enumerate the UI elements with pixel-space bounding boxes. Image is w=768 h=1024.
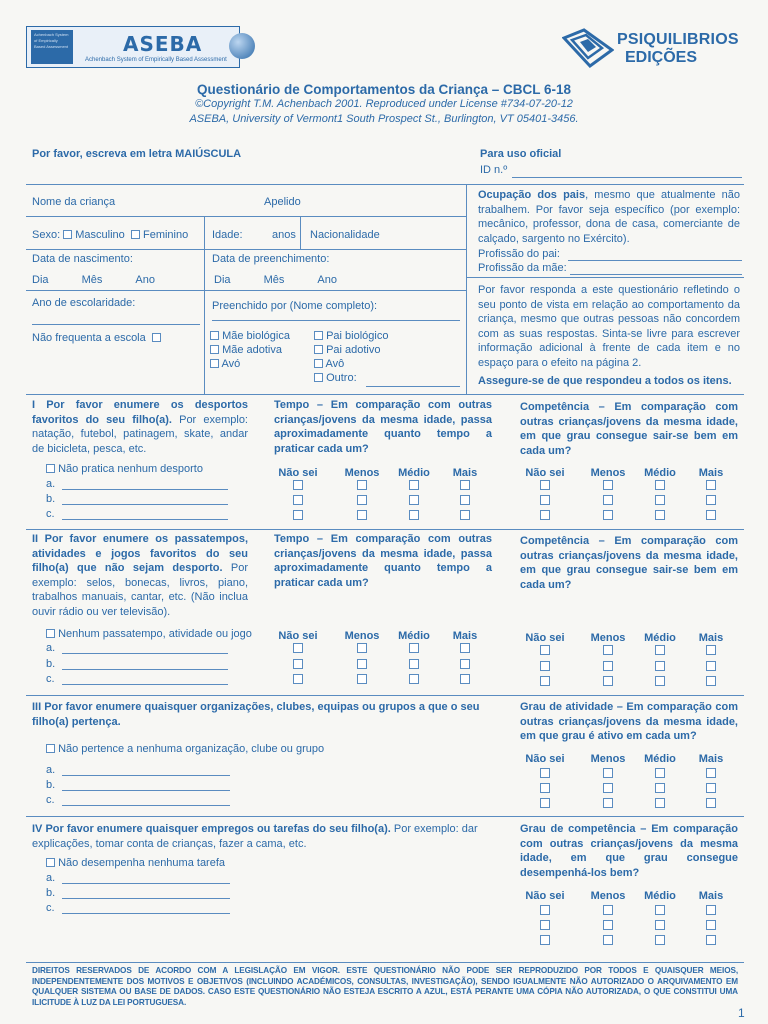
checkbox[interactable] <box>46 744 55 753</box>
rating-checkbox-s3-act[interactable] <box>603 768 613 778</box>
page-number: 1 <box>738 1006 745 1020</box>
section-3-activity-question: Grau de atividade – Em comparação com outras crianças/jovens da mesma idade, em que grau é ativo em cada um? <box>520 701 738 742</box>
item-label-section-3: a. <box>46 764 56 776</box>
section-4-competence-question: Grau de competência – Em comparação com outras crianças/jovens da mesma idade, em que grau consegue desempenhá-los bem? <box>520 823 738 879</box>
surname-label: Apelido <box>264 196 301 208</box>
male-checkbox[interactable] <box>63 230 72 239</box>
form-row-divider <box>466 277 744 278</box>
rating-checkbox-s1-comp[interactable] <box>540 480 550 490</box>
option-outro[interactable] <box>314 371 388 385</box>
rating-checkbox-s4-comp[interactable] <box>603 905 613 915</box>
male-label: Masculino <box>75 229 125 241</box>
section-1-question <box>32 398 248 456</box>
mother-job-field[interactable] <box>570 274 742 275</box>
rating-checkbox-s1-comp[interactable] <box>603 480 613 490</box>
female-label: Feminino <box>142 229 189 241</box>
item-label-section-4: a. <box>46 872 56 884</box>
uppercase-instruction: Por favor, escreva em letra MAIÚSCULA <box>32 148 242 160</box>
column-header-s3-act: Menos <box>590 753 626 765</box>
age-label: Idade: <box>212 229 243 241</box>
rating-checkbox-s2-time[interactable] <box>357 674 367 684</box>
column-header-s2-comp: Médio <box>644 632 676 644</box>
section-4-question <box>32 822 492 851</box>
form-bottom-border <box>26 394 744 395</box>
month-label: Mês <box>81 274 103 286</box>
column-header-s3-act: Não sei <box>525 753 565 765</box>
rating-checkbox-s2-comp[interactable] <box>706 676 716 686</box>
rating-checkbox-s3-act[interactable] <box>540 798 550 808</box>
rating-checkbox-s2-time[interactable] <box>293 643 303 653</box>
column-header-s4-comp: Menos <box>590 890 626 902</box>
sex-field <box>32 229 188 241</box>
rating-checkbox-s1-comp[interactable] <box>655 510 665 520</box>
rating-checkbox-s2-comp[interactable] <box>655 661 665 671</box>
checkbox[interactable] <box>314 345 323 354</box>
rating-checkbox-s1-comp[interactable] <box>540 510 550 520</box>
psiquilibrios-line2: EDIÇÕES <box>625 49 698 66</box>
rating-checkbox-s2-time[interactable] <box>460 674 470 684</box>
rating-checkbox-s3-act[interactable] <box>603 798 613 808</box>
column-header-s3-act: Médio <box>644 753 676 765</box>
column-header-s1-time: Médio <box>398 467 430 479</box>
column-header-s2-time: Mais <box>452 630 478 642</box>
item-label-section-2: a. <box>46 642 56 654</box>
filled-by-label: Preenchido por (Nome completo): <box>212 300 378 312</box>
rating-checkbox-s1-comp[interactable] <box>603 510 613 520</box>
checkbox[interactable] <box>46 464 55 473</box>
section-2-time-question: Tempo – Em comparação com outras crianças/jovens da mesma idade, passa aproximadamente quanto tempo a praticar cada um? <box>274 533 492 589</box>
section-1-examples: Por exemplo: natação, futebol, patinagem, skate, andar de bicicleta, pesca, etc. <box>32 413 248 455</box>
section-4-examples: Por exemplo: dar explicações, tomar conta de crianças, fazer a cama, etc. <box>32 823 478 850</box>
years-label: anos <box>272 229 296 241</box>
parents-occupation-heading: Ocupação dos pais <box>478 189 586 201</box>
section-divider <box>26 695 744 696</box>
none-label: Não pratica nenhum desporto <box>58 463 203 475</box>
rating-checkbox-s2-time[interactable] <box>460 643 470 653</box>
checkbox[interactable] <box>46 629 55 638</box>
rating-checkbox-s2-comp[interactable] <box>603 661 613 671</box>
rating-checkbox-s3-act[interactable] <box>655 768 665 778</box>
aseba-logo-word: ASEBA <box>123 32 203 56</box>
item-label-section-4: b. <box>46 887 56 899</box>
column-header-s2-time: Médio <box>398 630 430 642</box>
column-header-s4-comp: Mais <box>698 890 724 902</box>
section-2-question <box>32 532 248 619</box>
rating-checkbox-s3-act[interactable] <box>603 783 613 793</box>
item-field-section-4[interactable] <box>62 898 230 899</box>
section-1-time-question: Tempo – Em comparação com outras crianças/jovens da mesma idade, passa aproximadamente quanto tempo a praticar cada um? <box>274 399 492 455</box>
rating-checkbox-s2-comp[interactable] <box>540 645 550 655</box>
rating-checkbox-s1-comp[interactable] <box>706 480 716 490</box>
item-field-section-1[interactable] <box>62 504 228 505</box>
nationality-label: Nacionalidade <box>310 229 380 241</box>
column-header-s4-comp: Médio <box>644 890 676 902</box>
form-row-divider <box>26 290 466 291</box>
form-column-divider <box>466 184 467 394</box>
mother-job-label: Profissão da mãe: <box>478 262 567 274</box>
column-header-s2-comp: Mais <box>698 632 724 644</box>
rating-checkbox-s2-time[interactable] <box>460 659 470 669</box>
aseba-logo-subtitle: Achenbach System of Empirically Based Assessment <box>85 57 227 63</box>
rating-checkbox-s2-time[interactable] <box>409 643 419 653</box>
section-2-competence-question: Competência – Em comparação com outras crianças/jovens da mesma idade, em que grau consegue sair-se bem em cada um? <box>520 535 738 591</box>
rating-checkbox-s4-comp[interactable] <box>603 935 613 945</box>
column-header-s1-time: Menos <box>344 467 380 479</box>
item-field-section-3[interactable] <box>62 805 230 806</box>
checkbox[interactable] <box>210 331 219 340</box>
day-label: Dia <box>32 274 49 286</box>
form-row-divider <box>26 249 466 250</box>
parents-occupation-text <box>478 188 740 246</box>
rating-checkbox-s3-act[interactable] <box>540 783 550 793</box>
option-label: Mãe adotiva <box>222 344 282 356</box>
item-field-section-4[interactable] <box>62 883 230 884</box>
item-label-section-1: b. <box>46 493 56 505</box>
column-header-s2-comp: Menos <box>590 632 626 644</box>
aseba-logo-badge: Achenbach System of Empirically Based Assessment <box>31 30 73 64</box>
rating-checkbox-s2-comp[interactable] <box>655 645 665 655</box>
school-year-label: Ano de escolaridade: <box>32 297 136 309</box>
rating-checkbox-s2-time[interactable] <box>293 674 303 684</box>
filled-by-options-right <box>314 329 388 385</box>
column-header-s4-comp: Não sei <box>525 890 565 902</box>
rating-checkbox-s2-comp[interactable] <box>540 676 550 686</box>
checkbox[interactable] <box>210 345 219 354</box>
rating-checkbox-s3-act[interactable] <box>655 798 665 808</box>
section-2-examples: Por exemplo: selos, bonecas, livros, piano, trabalhos manuais, cantar, etc. (Não inclua ouvir rádio ou ver televisão). <box>32 562 248 618</box>
address-line: ASEBA, University of Vermont1 South Prospect St., Burlington, VT 05401-3456. <box>189 113 579 125</box>
option-avo-f[interactable] <box>210 357 290 371</box>
form-inner-divider <box>204 216 205 394</box>
column-header-s2-comp: Não sei <box>525 632 565 644</box>
rating-checkbox-s3-act[interactable] <box>540 768 550 778</box>
rating-checkbox-s2-comp[interactable] <box>655 676 665 686</box>
fill-date-label: Data de preenchimento: <box>212 253 330 265</box>
column-header-s2-time: Menos <box>344 630 380 642</box>
column-header-s3-act: Mais <box>698 753 724 765</box>
rating-checkbox-s3-act[interactable] <box>706 783 716 793</box>
birth-date-label: Data de nascimento: <box>32 253 133 265</box>
female-checkbox[interactable] <box>131 230 140 239</box>
reflect-instruction: Por favor responda a este questionário refletindo o seu ponto de vista em relação ao comportamento da criança, mesmo que outras pessoas não concordem com as suas respostas. Sinta-se livre para escrever informação adicional à frente de cada item e no espaço para o efeito na página 2. <box>478 284 740 369</box>
no-school-checkbox[interactable] <box>152 333 161 342</box>
copyright-notice: DIREITOS RESERVADOS DE ACORDO COM A LEGISLAÇÃO EM VIGOR. ESTE QUESTIONÁRIO NÃO PODE SER REPRODUZIDO POR TODOS E QUAISQUER MEIOS, INDEPENDENTEMENTE DOS MOTIVOS E OBJETIVOS (INCLUINDO ACADÉMICOS, CONSULTAS, INVESTIGAÇÃO), SENDO IGUALMENTE NÃO AUTORIZADO O ARQUIVAMENTO EM QUALQUER SISTEMA OU BASE DE DADOS. CASO ESTE QUESTIONÁRIO NÃO ESTEJA ESCRITO A AZUL, ESTÁ PERANTE UMA CÓPIA NÃO AUTORIZADA, O QUE CONSTITUI UMA ILICITUDE À LUZ DA LEI PORTUGUESA. <box>32 966 738 1007</box>
form-top-border <box>26 184 744 185</box>
column-header-s2-time: Não sei <box>278 630 318 642</box>
checkbox[interactable] <box>314 359 323 368</box>
rating-checkbox-s1-time[interactable] <box>293 495 303 505</box>
rating-checkbox-s1-comp[interactable] <box>603 495 613 505</box>
rating-checkbox-s2-comp[interactable] <box>706 661 716 671</box>
form-inner-divider <box>300 216 301 249</box>
rating-checkbox-s3-act[interactable] <box>706 798 716 808</box>
column-header-s1-time: Não sei <box>278 467 318 479</box>
item-field-section-2[interactable] <box>62 684 228 685</box>
rating-checkbox-s1-time[interactable] <box>293 480 303 490</box>
globe-icon <box>229 33 255 59</box>
section-3-question: III Por favor enumere quaisquer organizações, clubes, equipas ou grupos a que o seu filho(a) pertença. <box>32 701 480 728</box>
school-year-field[interactable] <box>32 324 200 325</box>
psiquilibrios-mark-icon <box>562 28 614 68</box>
item-label-section-1: a. <box>46 478 56 490</box>
item-field-section-2[interactable] <box>62 653 228 654</box>
no-school-option <box>32 332 161 344</box>
section-1-competence-question: Competência – Em comparação com outras crianças/jovens da mesma idade, em que grau consegue sair-se bem em cada um? <box>520 401 738 457</box>
father-job-label: Profissão do pai: <box>478 248 560 260</box>
column-header-s1-time: Mais <box>452 467 478 479</box>
id-label: ID n.º <box>480 164 508 176</box>
item-field-section-1[interactable] <box>62 519 228 520</box>
item-field-section-4[interactable] <box>62 913 230 914</box>
rating-checkbox-s1-time[interactable] <box>409 510 419 520</box>
father-job-field[interactable] <box>568 260 742 261</box>
option-label: Pai biológico <box>326 330 389 342</box>
rating-checkbox-s1-comp[interactable] <box>655 480 665 490</box>
rating-checkbox-s2-comp[interactable] <box>603 676 613 686</box>
none-label: Não pertence a nenhuma organização, clube ou grupo <box>58 743 325 755</box>
option-label: Outro: <box>326 372 357 384</box>
option-pai-biologico[interactable] <box>314 329 388 343</box>
option-pai-adotivo[interactable] <box>314 343 388 357</box>
rating-checkbox-s4-comp[interactable] <box>540 920 550 930</box>
section-2-heading: II Por favor enumere os passatempos, atividades e jogos favoritos do seu filho(a) que não sejam desporto. <box>32 533 248 574</box>
rating-checkbox-s1-time[interactable] <box>460 510 470 520</box>
rating-checkbox-s4-comp[interactable] <box>706 920 716 930</box>
section-1-none-option[interactable] <box>46 463 203 475</box>
checkbox[interactable] <box>46 858 55 867</box>
checkbox[interactable] <box>210 359 219 368</box>
rating-checkbox-s4-comp[interactable] <box>655 935 665 945</box>
rating-checkbox-s2-comp[interactable] <box>603 645 613 655</box>
rating-checkbox-s2-time[interactable] <box>293 659 303 669</box>
item-field-section-3[interactable] <box>62 790 230 791</box>
psiquilibrios-logo <box>562 28 742 72</box>
child-name-label: Nome da criança <box>32 196 116 208</box>
item-label-section-3: c. <box>46 794 55 806</box>
section-2-none-option[interactable] <box>46 628 252 640</box>
item-label-section-1: c. <box>46 508 55 520</box>
year-label: Ano <box>317 274 337 286</box>
rating-checkbox-s2-time[interactable] <box>409 659 419 669</box>
rating-checkbox-s4-comp[interactable] <box>655 920 665 930</box>
rating-checkbox-s1-time[interactable] <box>293 510 303 520</box>
section-4-heading: IV Por favor enumere quaisquer empregos ou tarefas do seu filho(a). <box>32 823 391 835</box>
rating-checkbox-s2-time[interactable] <box>409 674 419 684</box>
month-label: Mês <box>263 274 285 286</box>
option-avo-m[interactable] <box>314 357 388 371</box>
none-label: Nenhum passatempo, atividade ou jogo <box>58 628 252 640</box>
rating-checkbox-s4-comp[interactable] <box>540 905 550 915</box>
checkbox[interactable] <box>314 331 323 340</box>
rating-checkbox-s2-comp[interactable] <box>540 661 550 671</box>
rating-checkbox-s1-time[interactable] <box>357 495 367 505</box>
option-label: Avó <box>221 358 241 370</box>
section-divider <box>26 529 744 530</box>
rating-checkbox-s1-time[interactable] <box>357 480 367 490</box>
other-field[interactable] <box>366 386 460 387</box>
option-mae-adotiva[interactable] <box>210 343 290 357</box>
option-label: Avô <box>325 358 345 370</box>
rating-checkbox-s1-time[interactable] <box>409 480 419 490</box>
day-label: Dia <box>214 274 231 286</box>
rating-checkbox-s2-time[interactable] <box>357 643 367 653</box>
psiquilibrios-line1: PSIQUILIBRIOS <box>617 31 739 48</box>
none-label: Não desempenha nenhuma tarefa <box>58 857 226 869</box>
form-row-divider <box>26 216 466 217</box>
rating-checkbox-s4-comp[interactable] <box>540 935 550 945</box>
item-label-section-4: c. <box>46 902 55 914</box>
id-field[interactable] <box>512 177 742 178</box>
sex-label: Sexo: <box>32 229 61 241</box>
section-divider <box>26 816 744 817</box>
rating-checkbox-s4-comp[interactable] <box>706 905 716 915</box>
section-4-none-option[interactable] <box>46 857 225 869</box>
section-1-heading: I Por favor enumere os desportos favoritos do seu filho(a). <box>32 399 248 426</box>
rating-checkbox-s4-comp[interactable] <box>706 935 716 945</box>
section-3-none-option[interactable] <box>46 743 324 755</box>
rating-checkbox-s4-comp[interactable] <box>603 920 613 930</box>
rating-checkbox-s2-comp[interactable] <box>706 645 716 655</box>
column-header-s1-comp: Mais <box>698 467 724 479</box>
option-mae-biologica[interactable] <box>210 329 290 343</box>
rating-checkbox-s1-time[interactable] <box>460 480 470 490</box>
birth-date-fields[interactable] <box>32 274 155 286</box>
ensure-instruction: Assegure-se de que respondeu a todos os itens. <box>478 375 732 387</box>
item-label-section-2: b. <box>46 658 56 670</box>
parents-occupation-body: , mesmo que atualmente não trabalhem. Por favor seja específico (por exemplo: mecânico, professor, dona de casa, comerciante de calçado, sargento no Exército). <box>478 189 740 245</box>
copyright-line: ©Copyright T.M. Achenbach 2001. Reproduced under License #734-07-20-12 <box>195 98 573 110</box>
item-label-section-2: c. <box>46 673 55 685</box>
rating-checkbox-s1-time[interactable] <box>460 495 470 505</box>
option-label: Mãe biológica <box>222 330 290 342</box>
filled-by-field[interactable] <box>212 320 460 321</box>
no-school-label: Não frequenta a escola <box>32 332 146 344</box>
filled-by-options-left <box>210 329 290 371</box>
rating-checkbox-s1-comp[interactable] <box>706 510 716 520</box>
rating-checkbox-s3-act[interactable] <box>655 783 665 793</box>
column-header-s1-comp: Menos <box>590 467 626 479</box>
rating-checkbox-s1-comp[interactable] <box>655 495 665 505</box>
option-label: Pai adotivo <box>326 344 381 356</box>
column-header-s1-comp: Não sei <box>525 467 565 479</box>
aseba-logo <box>26 26 240 68</box>
rating-checkbox-s1-time[interactable] <box>357 510 367 520</box>
checkbox[interactable] <box>314 373 323 382</box>
fill-date-fields[interactable] <box>214 274 337 286</box>
item-label-section-3: b. <box>46 779 56 791</box>
official-use-label: Para uso oficial <box>480 148 562 160</box>
rating-checkbox-s1-time[interactable] <box>409 495 419 505</box>
item-field-section-3[interactable] <box>62 775 230 776</box>
rating-checkbox-s1-comp[interactable] <box>540 495 550 505</box>
page-title: Questionário de Comportamentos da Criança – CBCL 6-18 <box>196 82 572 97</box>
rating-checkbox-s4-comp[interactable] <box>655 905 665 915</box>
column-header-s1-comp: Médio <box>644 467 676 479</box>
rating-checkbox-s2-time[interactable] <box>357 659 367 669</box>
rating-checkbox-s1-comp[interactable] <box>706 495 716 505</box>
item-field-section-2[interactable] <box>62 669 228 670</box>
footer-divider <box>26 962 744 963</box>
rating-checkbox-s3-act[interactable] <box>706 768 716 778</box>
year-label: Ano <box>135 274 155 286</box>
item-field-section-1[interactable] <box>62 489 228 490</box>
